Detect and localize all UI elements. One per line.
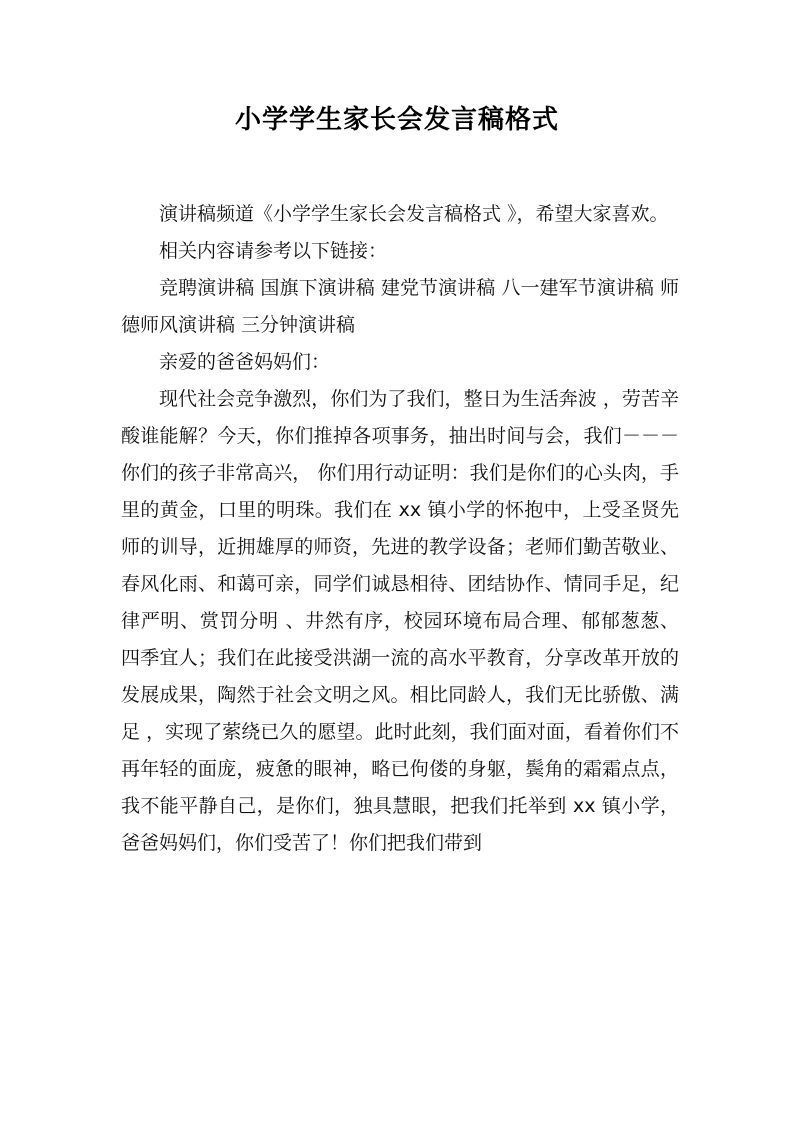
- related-links-list: 竞聘演讲稿 国旗下演讲稿 建党节演讲稿 八一建军节演讲稿 师德师风演讲稿 三分钟演讲稿: [121, 277, 679, 336]
- related-links-heading: 相关内容请参考以下链接：: [159, 240, 388, 262]
- intro-paragraph: 演讲稿频道《小学学生家长会发言稿格式 》，希望大家喜欢。: [159, 203, 669, 225]
- document-title: 小学学生家长会发言稿格式: [234, 105, 559, 135]
- document-body: [121, 196, 679, 862]
- speech-body-paragraph: 现代社会竞争激烈，你们为了我们，整日为生活奔波 ，劳苦辛酸谁能解？今天，你们推掉各项事务，抽出时间与会，我们－－－你们的孩子非常高兴， 你们用行动证明：我们是你们的心头肉，手里的黄金，口里的明珠。我们在 xx 镇小学的怀抱中，上受圣贤先师的训导，近拥雄厚的师资，先进的教学设备；老师们勤苦敬业、春风化雨、和蔼可亲，同学们诚恳相待、团结协作、情同手足，纪律严明、赏罚分明 、井然有序，校园环境布局合理、郁郁葱葱、 四季宜人；我们在此接受洪湖一流的高水平教育，分享改革开放的发展成果，陶然于社会文明之风。相比同龄人，我们无比骄傲、满足 ，实现了萦绕已久的愿望。此时此刻，我们面对面，看着你们不再年轻的面庞，疲惫的眼神，略已佝偻的身躯，鬓角的霜霜点点，我不能平静自己，是你们，独具慧眼，把我们托举到 xx 镇小学，爸爸妈妈们，你们受苦了！你们把我们带到: [121, 388, 679, 854]
- salutation: 亲爱的爸爸妈妈们：: [159, 351, 331, 373]
